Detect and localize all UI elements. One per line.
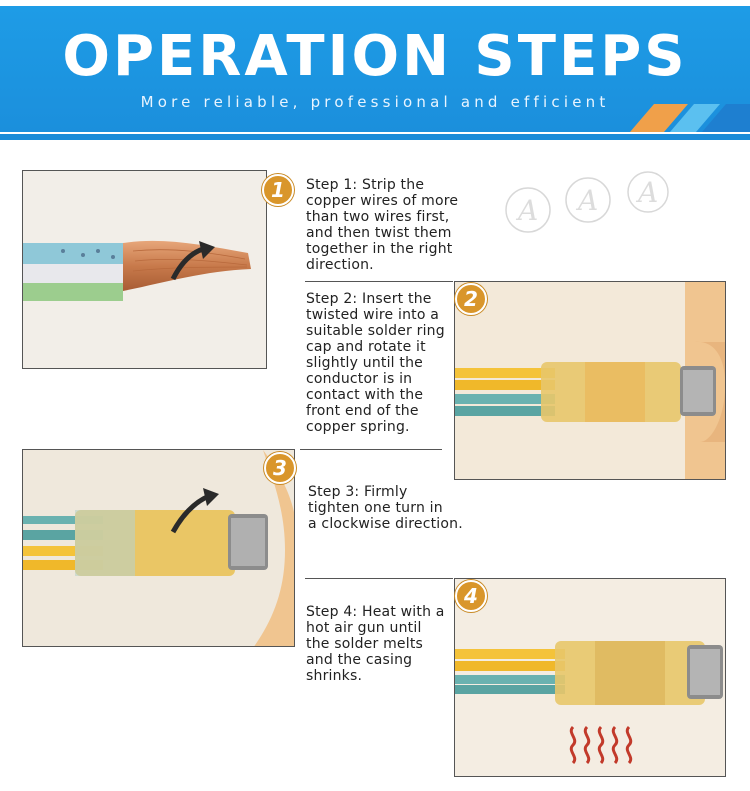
step-1-text xyxy=(306,177,458,273)
wire-insert-illustration xyxy=(455,282,726,480)
wire-heat-illustration xyxy=(455,579,726,777)
step-1-photo xyxy=(22,170,267,369)
text-line: Step 1: Strip the xyxy=(306,177,425,193)
divider-line xyxy=(305,281,453,282)
text-line: contact with the xyxy=(306,387,424,403)
step-3-number-badge: 3 xyxy=(264,452,296,484)
step-2-text xyxy=(306,291,445,435)
text-line: direction. xyxy=(306,257,374,273)
text-line: twisted wire into a xyxy=(306,307,440,323)
text-line: than two wires first, xyxy=(306,209,450,225)
header-banner xyxy=(0,0,750,142)
text-line: Step 2: Insert the xyxy=(306,291,432,307)
text-line: a clockwise direction. xyxy=(308,516,463,532)
text-line: conductor is in xyxy=(306,371,413,387)
decorative-stripes xyxy=(620,98,750,132)
divider-line xyxy=(300,449,442,450)
step-2-photo xyxy=(454,281,726,480)
text-line: Step 3: Firmly xyxy=(308,484,408,500)
page-title: OPERATION STEPS xyxy=(62,24,688,89)
step-3-photo xyxy=(22,449,295,647)
watermark-logo xyxy=(500,170,680,240)
text-line: copper wires of more xyxy=(306,193,459,209)
svg-text:A: A xyxy=(578,184,599,217)
text-line: cap and rotate it xyxy=(306,339,426,355)
banner-divider xyxy=(0,134,750,140)
text-line: slightly until the xyxy=(306,355,423,371)
text-line: and the casing xyxy=(306,652,413,668)
text-line: suitable solder ring xyxy=(306,323,445,339)
step-3-text xyxy=(308,484,463,532)
text-line: the solder melts xyxy=(306,636,424,652)
page-subtitle: More reliable, professional and efficient xyxy=(140,93,610,111)
text-line: together in the right xyxy=(306,241,453,257)
svg-text:A: A xyxy=(638,176,659,209)
heat-waves-icon xyxy=(571,727,630,763)
text-line: shrinks. xyxy=(306,668,363,684)
text-line: tighten one turn in xyxy=(308,500,443,516)
text-line: Step 4: Heat with a xyxy=(306,604,445,620)
svg-text:A: A xyxy=(518,194,539,227)
step-4-text xyxy=(306,604,445,684)
wire-strip-illustration xyxy=(23,171,267,369)
text-line: hot air gun until xyxy=(306,620,422,636)
step-4-number-badge: 4 xyxy=(455,580,487,612)
text-line: and then twist them xyxy=(306,225,452,241)
step-1-number-badge: 1 xyxy=(262,174,294,206)
step-4-photo xyxy=(454,578,726,777)
text-line: front end of the xyxy=(306,403,419,419)
step-2-number-badge: 2 xyxy=(455,283,487,315)
divider-line xyxy=(305,578,453,579)
wire-tighten-illustration xyxy=(23,450,295,647)
text-line: copper spring. xyxy=(306,419,410,435)
